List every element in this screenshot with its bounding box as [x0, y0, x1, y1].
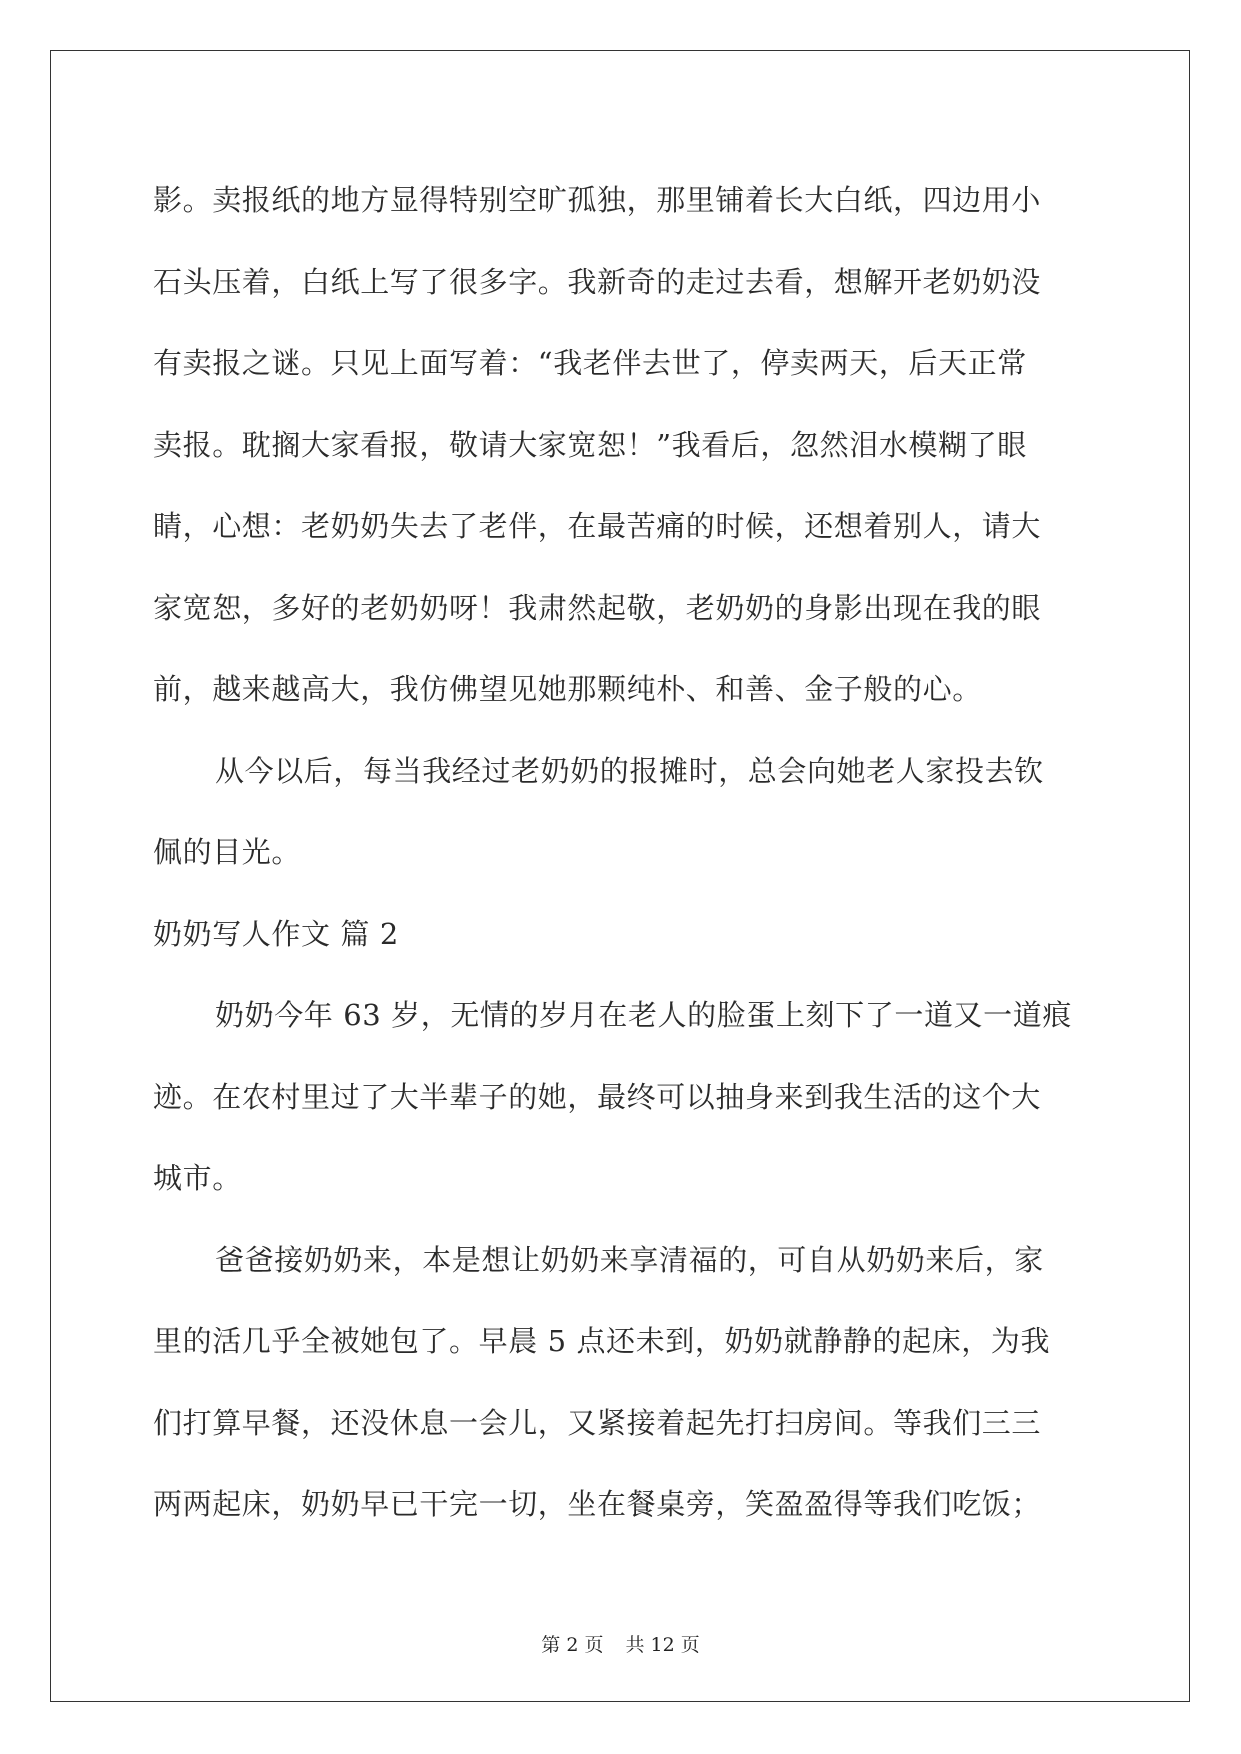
- text-line: 城市。: [153, 1161, 242, 1195]
- page-number: 第 2 页: [541, 1634, 604, 1656]
- text-line: 里的活几乎全被她包了。早晨 5 点还未到，奶奶就静静的起床，为我: [153, 1324, 1051, 1358]
- page-total: 共 12 页: [625, 1634, 700, 1656]
- text-line: 家宽恕，多好的老奶奶呀！我肃然起敬，老奶奶的身影出现在我的眼: [153, 590, 1042, 625]
- text-line: 爸爸接奶奶来，本是想让奶奶来享清福的，可自从奶奶来后，家: [215, 1242, 1044, 1277]
- text-line: 石头压着，白纸上写了很多字。我新奇的走过去看，想解开老奶奶没: [153, 264, 1042, 299]
- text-line: 卖报。耽搁大家看报，敬请大家宽恕！”我看后，忽然泪水模糊了眼: [153, 427, 1027, 462]
- text-line: 从今以后，每当我经过老奶奶的报摊时，总会向她老人家投去钦: [215, 753, 1044, 788]
- text-line: 们打算早餐，还没休息一会儿，又紧接着起先打扫房间。等我们三三: [153, 1405, 1042, 1440]
- text-line: 佩的目光。: [153, 835, 302, 869]
- text-line: 奶奶今年 63 岁，无情的岁月在老人的脸蛋上刻下了一道又一道痕: [215, 998, 1072, 1032]
- text-line: 两两起床，奶奶早已干完一切，坐在餐桌旁，笑盈盈得等我们吃饭；: [153, 1487, 1042, 1521]
- text-line: 影。卖报纸的地方显得特别空旷孤独，那里铺着长大白纸，四边用小: [153, 183, 1042, 217]
- text-line: 前，越来越高大，我仿佛望见她那颗纯朴、和善、金子般的心。: [153, 672, 982, 706]
- page-footer: [0, 1630, 1241, 1657]
- text-line: 睛，心想：老奶奶失去了老伴，在最苦痛的时候，还想着别人，请大: [153, 509, 1042, 543]
- text-line: 迹。在农村里过了大半辈子的她，最终可以抽身来到我生活的这个大: [153, 1079, 1042, 1114]
- document-body: [153, 160, 1088, 1546]
- text-line: 有卖报之谜。只见上面写着：“我老伴去世了，停卖两天，后天正常: [153, 346, 1027, 380]
- section-heading: 奶奶写人作文 篇 2: [153, 916, 399, 951]
